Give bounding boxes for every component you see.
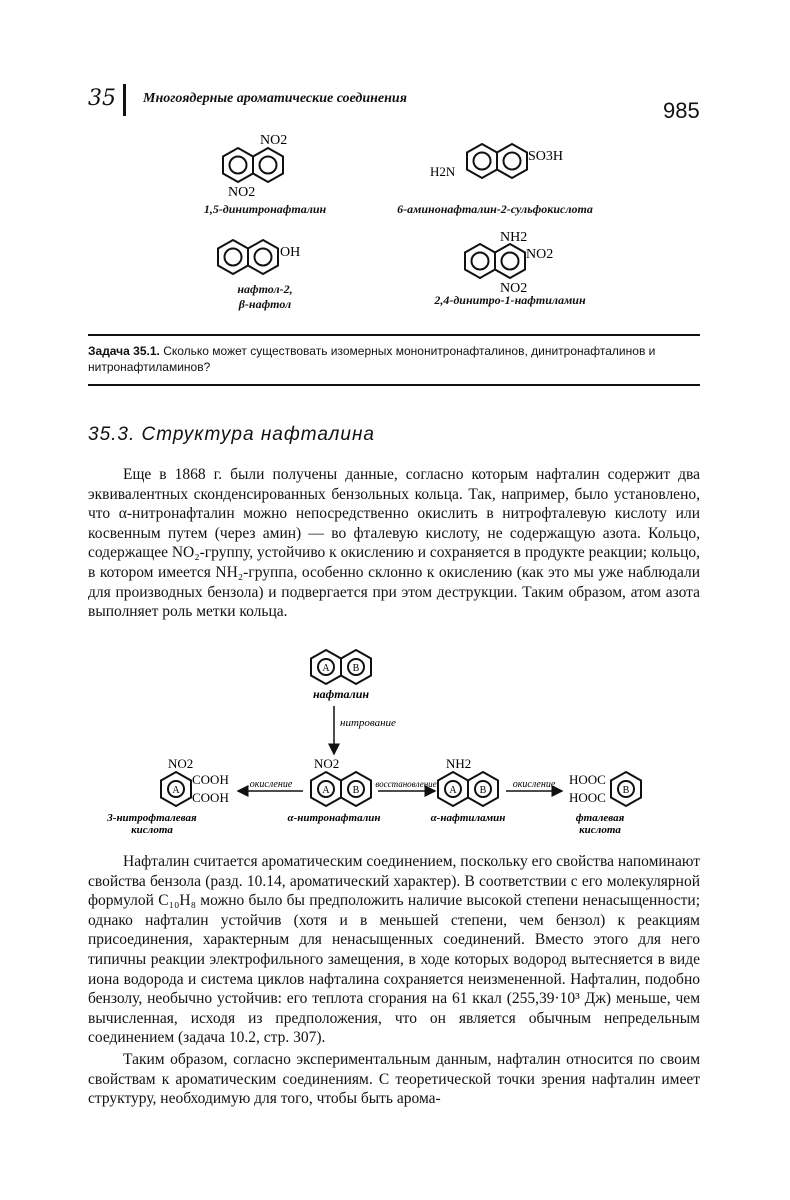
c1-no2-top: NO2 [260, 133, 288, 148]
amine-ring-a: A [449, 785, 457, 796]
c3-caption-1: нафтол-2, [237, 282, 293, 296]
left-ring-a: A [172, 785, 180, 796]
dinitronaphthalene-structure [200, 132, 320, 204]
naphthol-structure [210, 236, 310, 280]
left-no2: NO2 [168, 756, 194, 771]
chapter-number: 35 [88, 86, 116, 111]
paragraph-2-text: Нафталин считается ароматическим соединением, поскольку его свойства напоминают свойства бензола (разд. 10.14, ароматический характер). В соответствии с его молекулярной формулой C₁₀H₈ можно было бы предположить наличие высокой степени ненасыщенности; однако нафталин устойчив (хотя и в меньшей степени, чем бензол) к реакциям присоединения, характерным для ненасыщенных соединений. Вместо этого для него типичны реакции электрофильного замещения, в ходе которых водород вытесняется в виде иона водорода и система циклов нафталина сохраняется неизмененной. Нафталин, подобно бензолу, необычно устойчив: его теплота сгорания на 61 ккал (255,39·10³ Дж) меньше, чем вычисленная, исходя из предположения, что он является обычным непредельным соединением (задача 10.2, стр. 307). [88, 853, 700, 1047]
right-hooc-1: HOOC [569, 772, 606, 787]
task-text: Сколько может существовать изомерных мононитронафталинов, динитронафталинов и нитронафтиламинов? [88, 344, 656, 374]
left-cooh-1: COOH [192, 772, 229, 787]
c2-sulfo: SO3H [528, 149, 564, 164]
top-ring-a: A [322, 663, 330, 674]
c2-amine: H2N [430, 164, 456, 179]
task-rule-bottom [88, 384, 700, 386]
amine-ring-b: B [479, 785, 487, 796]
mid-no2: NO2 [314, 756, 340, 771]
c4-caption: 2,4-динитро-1-нафтиламин [434, 293, 586, 307]
nitration-label: нитрование [340, 717, 396, 729]
amine-label: α-нафтиламин [430, 812, 506, 824]
paragraph-3-text: Таким образом, согласно экспериментальным данным, нафталин относится по своим свойствам к ароматическим соединениям. С теоретической точки зрения нафталин имеет структуру, необходимую для того, чтобы быть арома- [88, 1051, 700, 1108]
aminonaphthalenesulfonic-acid-structure [420, 138, 570, 188]
right-label-1: фталевая [575, 812, 625, 824]
left-label-2: кислота [131, 824, 173, 836]
task-label: Задача 35.1. [88, 344, 160, 358]
dinitronaphthylamine-structure [440, 226, 580, 296]
section-title: 35.3. Структура нафталина [88, 424, 375, 445]
c2-caption: 6-аминонафталин-2-сульфокислота [397, 202, 593, 216]
paragraph-1-text: Еще в 1868 г. были получены данные, согласно которым нафталин содержит два эквивалентных сконденсированных бензольных кольца. Так, например, было установлено, что α-нитронафталин можно непосредственно окислить в нитрофталевую кислоту или косвенным путем (через амин) — во фталевую кислоту, не содержащую азота. Кольцо, содержащее NO₂-группу, устойчиво к окислению и сохраняется в продукте реакции; кольцо, в котором имеется NH₂-группа, особенно склонно к окислению (как это мы уже наблюдали для производных бензола) и подвергается при этом деструкции. Таким образом, атом азота выполняет роль метки кольца. [88, 466, 700, 621]
paragraph-2 [88, 852, 700, 1048]
left-cooh-2: COOH [192, 790, 229, 805]
c1-no2-bottom: NO2 [228, 185, 256, 200]
right-hooc-2: HOOC [569, 790, 606, 805]
c4-no2-right: NO2 [526, 247, 554, 262]
top-ring-b: B [352, 663, 360, 674]
reaction-scheme [88, 640, 700, 840]
oxidation-right-label: окисление [512, 779, 556, 790]
running-title: Многоядерные ароматические соединения [143, 91, 407, 106]
c1-caption: 1,5-динитронафталин [203, 202, 327, 216]
header-divider [123, 84, 126, 116]
page-number: 985 [663, 98, 700, 123]
left-label-1: 3-нитрофталевая [107, 812, 197, 824]
mid-ring-a: A [322, 785, 330, 796]
right-label-2: кислота [579, 824, 621, 836]
oxidation-left-label: окисление [249, 779, 293, 790]
mid-label: α-нитронафталин [287, 812, 381, 824]
right-ring-b: B [622, 785, 630, 796]
c4-no2-bottom: NO2 [500, 281, 528, 296]
amine-nh2: NH2 [446, 756, 472, 771]
reduction-label: восстановление [375, 779, 437, 789]
task-rule-top [88, 334, 700, 336]
c3-hydroxy: OH [280, 245, 301, 260]
paragraph-1 [88, 465, 700, 622]
paragraph-3 [88, 1050, 700, 1109]
c4-amine: NH2 [500, 230, 528, 245]
c3-caption-2: β-нафтол [238, 297, 292, 311]
top-label: нафталин [312, 687, 370, 701]
task-35-1 [88, 343, 700, 375]
mid-ring-b: B [352, 785, 360, 796]
